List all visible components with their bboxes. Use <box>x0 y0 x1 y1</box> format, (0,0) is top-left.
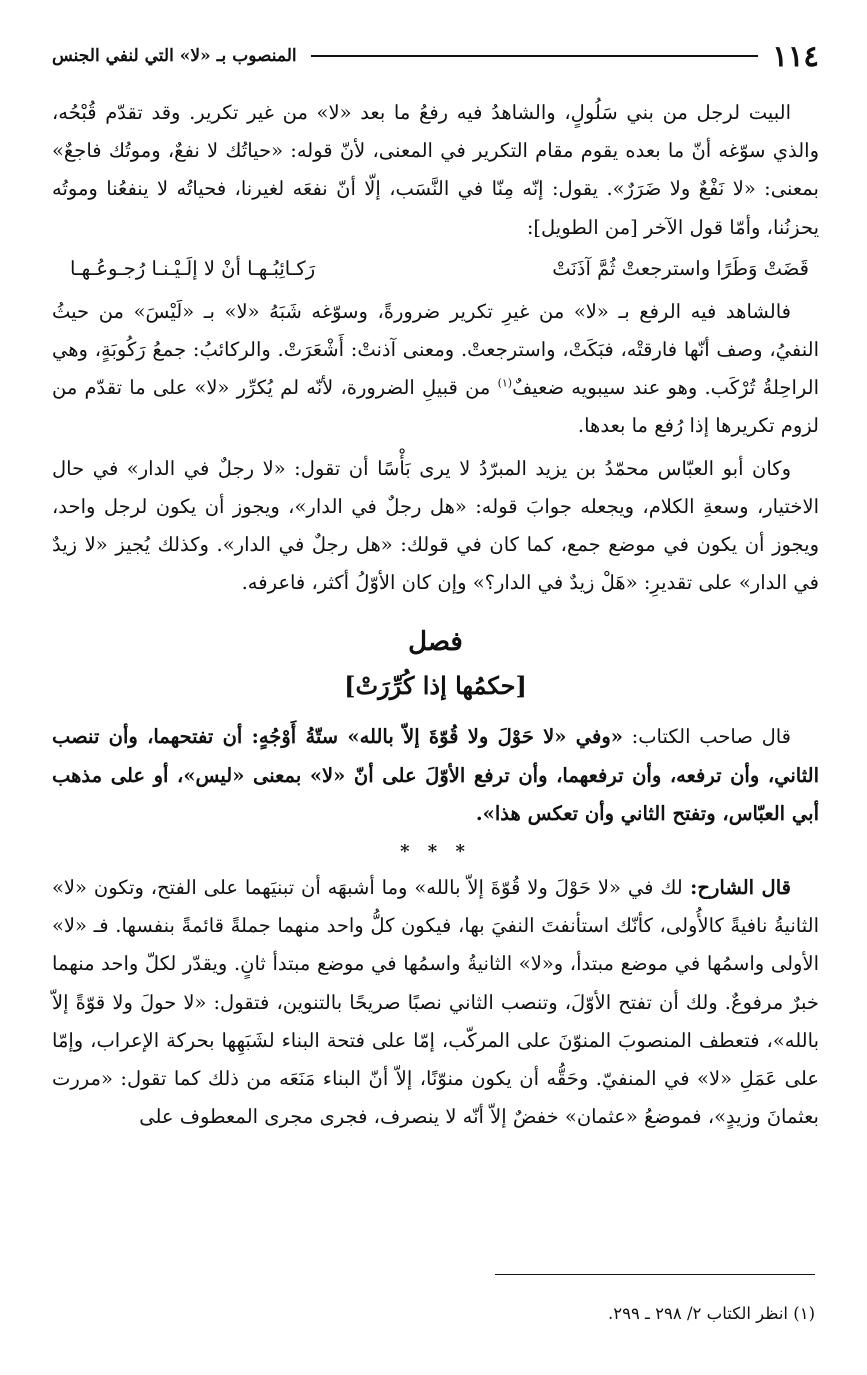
verse-first-hemistich: قَضَتْ وَطَرًا واسترجعتْ ثُمَّ آذَنَتْ <box>552 256 809 280</box>
paragraph-2-part-b: من قبيلِ الضرورة، لأنّه لم يُكرِّر «لا» على ما تقدّم من لزوم تكريرها إذا رُفع ما بعدها. <box>52 376 819 438</box>
poetry-verse <box>52 249 819 289</box>
footnote-reference: (١) <box>497 376 513 390</box>
running-title: المنصوب بـ «لا» التي لنفي الجنس <box>52 46 297 66</box>
matn-lead: قال صاحب الكتاب: <box>622 725 792 749</box>
section-subtitle: [حكمُها إذا كُرِّرَتْ] <box>344 671 527 701</box>
section-separator: * * * <box>400 841 471 863</box>
page-number: ١١٤ <box>772 39 819 73</box>
paragraph-2-part-a: فالشاهد فيه الرفع بـ «لا» من غيرِ تكرير ضرورةً، وسوّغه شَبَهُ «لا» بـ «لَيْسَ» من حيثُ النفيُ، وصف أنّها فارقتْه، فبَكَتْ، واسترجعتْ. ومعنى آذنتْ: أَشْعَرَتْ. والركائبُ: جمعُ رَكُوبَةٍ، وهي الراحِلةُ تُرْكَب. وهو عند سيبويه ضعيفٌ <box>52 299 819 400</box>
verse-second-hemistich: رَكـائِبُـهـا أنْ لا إلَـيْـنـا رُجـوعُـهـا <box>70 256 316 280</box>
matn-text: «وفي «لا حَوْلَ ولا قُوّةَ إلاّ بالله» ستّةُ أَوْجُهٍ: أن تفتحهما، وأن تنصب الثاني، وأن ترفعه، وأن ترفعهما، وأن ترفع الأوّلَ على أنّ «لا» بمعنى «ليس»، أو على مذهب أبي العبّاس، وتفتح الثاني وأن تعكس هذا». <box>52 725 819 825</box>
header-rule <box>311 55 759 57</box>
page-body <box>52 94 819 1136</box>
footnote-rule <box>495 1274 815 1275</box>
page-header <box>52 36 819 76</box>
section-title: فصل <box>408 627 463 658</box>
matn-paragraph <box>52 718 819 833</box>
sharh-paragraph <box>52 869 819 1136</box>
paragraph-2 <box>52 293 819 446</box>
sharh-text: لك في «لا حَوْلَ ولا قُوّةَ إلاّ بالله» وما أشبهَه أن تبنيَهما على الفتح، وتكون «لا» الثانيةُ نافيةً كالأُولى، كأنّك استأنفتَ النفيَ بها، فيكون كلُّ واحد منهما جملةً قائمةً بنفسها. فـ «لا» الأولى واسمُها في موضع مبتدأ، و«لا» الثانيةُ واسمُها في موضع مبتدأ ثانٍ. ويقدّر لكلّ واحد منهما خبرٌ مرفوعٌ. ولك أن تفتح الأوّلَ، وتنصب الثاني نصبًا صريحًا بالتنوين، فتقول: «لا حولَ ولا قوّةً إلاّ بالله»، فتعطف المنصوبَ المنوّنَ على المركّب، إمّا على فتحة البناء لشَبَهِها بحركة الإعراب، وإمّا على عَمَلِ «لا» في المنفيّ. وحَقُّه أن يكون منوّنًا، إلاّ أنّ البناء مَنَعَه من ذلك كما تقول: «مررت بعثمانَ وزيدٍ»، فموضعُ «عثمان» خفضٌ إلاّ أنّه لا ينصرف، فجرى مجرى المعطوف على <box>52 876 819 1129</box>
paragraph-3: وكان أبو العبّاس محمّدُ بن يزيد المبرّدُ لا يرى بَأْسًا أن تقول: «لا رجلٌ في الدار» في حال الاختيار، وسعةِ الكلام، ويجعله جوابَ قوله: «هل رجلٌ في الدار»، ويجوز أن يكون لرجل واحد، ويجوز أن يكون في موضع جمع، كما كان في قولك: «هل رجلٌ في الدار». وكذلك يُجيز «لا زيدٌ في الدار» على تقديرِ: «هَلْ زيدٌ في الدار؟» وإن كان الأوّلُ أكثر، فاعرفه. <box>52 456 819 595</box>
sharh-lead: قال الشارح: <box>682 876 791 900</box>
footnote: (١) انظر الكتاب ٢/ ٢٩٨ ـ ٢٩٩. <box>607 1304 815 1323</box>
paragraph-1: البيت لرجل من بني سَلُولٍ، والشاهدُ فيه رفعُ ما بعد «لا» من غير تكرير. وقد تقدّم قُبْحُه، والذي سوّغه أنّ ما بعده يقوم مقام التكرير في المعنى، لأنّ قوله: «حياتُك لا نفعٌ، وموتُك فاجعٌ» بمعنى: «لا نَفْعٌ ولا ضَرَرٌ». يقول: إنّه مِنّا في النَّسَب، إلّا أنّ نفعَه لغيرنا، فحياتُه لا ينفعُنا وموتُه يحزنُنا، وأمّا قول الآخر [من الطويل]: <box>52 101 819 239</box>
